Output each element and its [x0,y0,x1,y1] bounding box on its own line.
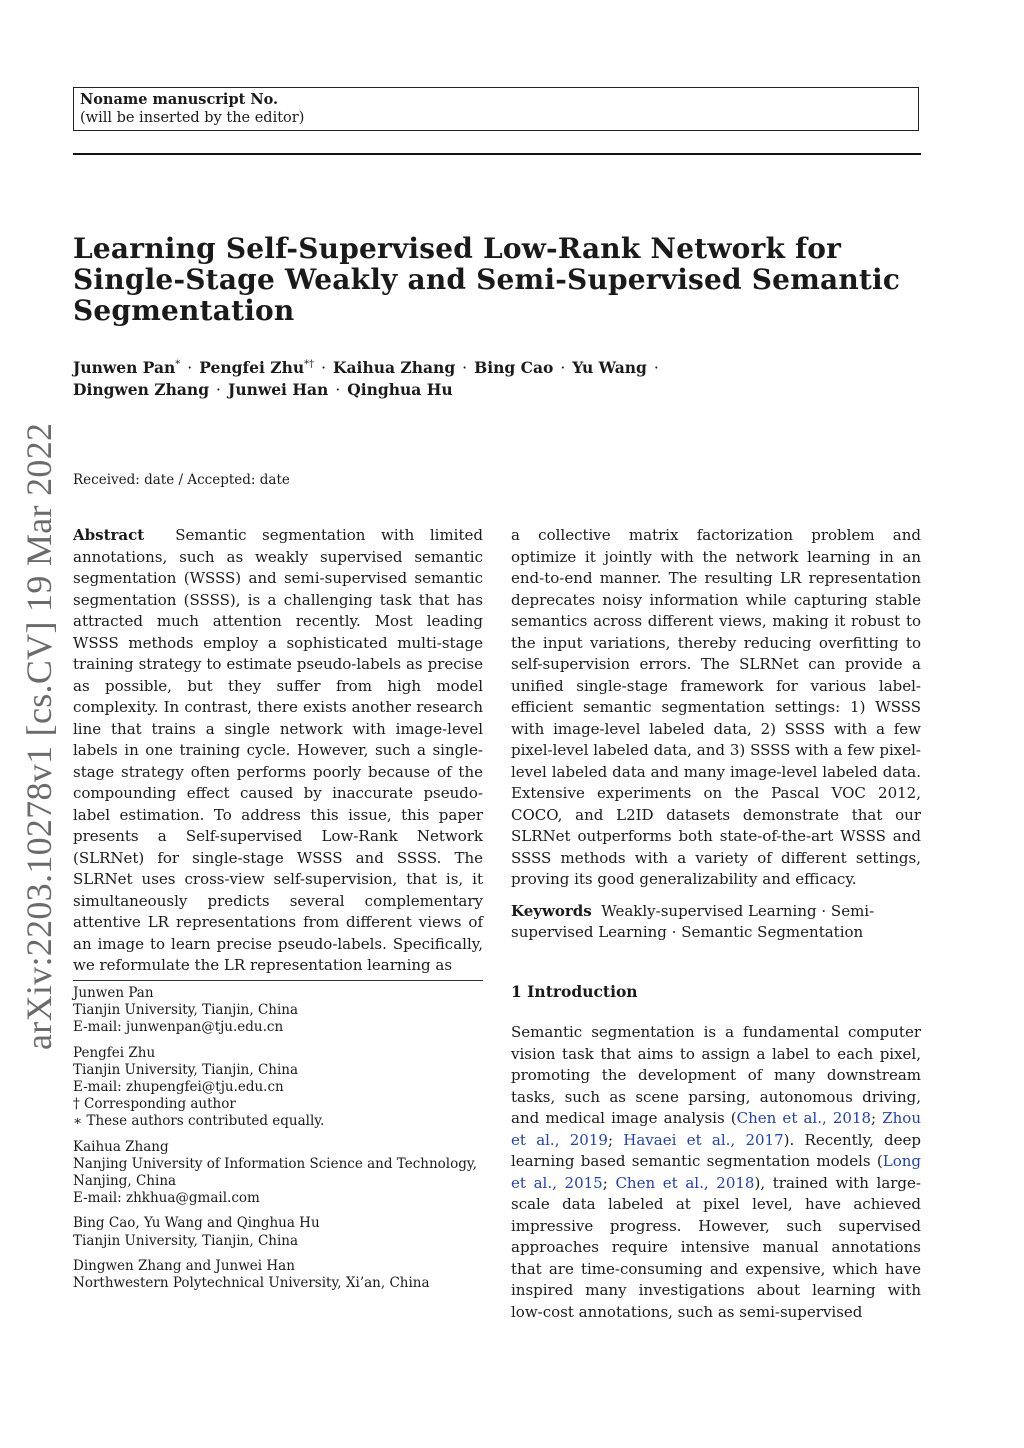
abstract-right-column [511,525,921,944]
author-separator: · [187,359,193,378]
keywords-label: Keywords [511,901,592,920]
footnote-line: E-mail: zhupengfei@tju.edu.cn [73,1079,284,1096]
introduction-text [511,1022,921,1323]
header-rule [73,153,921,155]
received-date: Received: date / Accepted: date [73,472,290,488]
footnote-line: Bing Cao, Yu Wang and Qinghua Hu [73,1215,320,1232]
section-heading-introduction: 1 Introduction [511,982,638,1001]
intro-text: ; [607,1130,624,1149]
citation-link[interactable]: Long et al., 2015 [511,1152,921,1192]
footnote-line: Pengfei Zhu [73,1044,156,1061]
footnote-block [73,1258,488,1292]
author-name: Kaihua Zhang [333,358,456,378]
author-separator: · [653,359,659,378]
arxiv-stamp: arXiv:2203.10278v1 [cs.CV] 19 Mar 2022 [19,422,59,1050]
abstract-text-left: Semantic segmentation with limited annotations, such as weakly supervised semantic segmentation (WSSS) and semi-supervised semantic segmentation (SSSS), is a challenging task that has attracted much attention recently. Most leading WSSS methods employ a sophisticated multi-stage training strategy to estimate pseudo-labels as precise as possible, but they suffer from high model complexity. In contrast, there exists another research line that trains a single network with image-level labels in one training cycle. However, such a single-stage strategy often performs poorly because of the compounding effect caused by inaccurate pseudo-label estimation. To address this issue, this paper presents a Self-supervised Low-Rank Network (SLRNet) for single-stage WSSS and SSSS. The SLRNet uses cross-view self-supervision, that is, it simultaneously predicts several complementary attentive LR representations from different views of an image to learn precise pseudo-labels. Specifically, we reformulate the LR representation learning as [73,526,483,974]
title-line-1: Learning Self-Supervised Low-Rank Network for [73,232,842,265]
author-name: Pengfei Zhu [199,358,305,378]
author-separator: · [335,381,341,400]
footnote-line: E-mail: zhkhua@gmail.com [73,1190,260,1207]
author-name: Dingwen Zhang [73,380,210,400]
keywords-text: Weakly-supervised Learning · Semi-supervised Learning · Semantic Segmentation [511,901,875,941]
author-name: Junwen Pan [73,358,176,378]
footnote-block [73,1045,488,1131]
author-list [73,354,923,401]
manuscript-box [73,87,919,131]
paper-title [73,233,923,326]
footnote-line: Junwen Pan [73,985,154,1001]
author-separator: · [321,359,327,378]
intro-text: ). Recently, deep learning based semantic segmentation models ( [511,1130,921,1170]
title-line-3: Segmentation [73,294,295,327]
manuscript-label: Noname manuscript No. [80,91,279,108]
citation-link[interactable]: Havaei et al., 2017 [623,1130,784,1149]
author-name: Bing Cao [474,358,554,378]
manuscript-note: (will be inserted by the editor) [80,110,305,126]
footnote-block [73,985,488,1037]
abstract-label: Abstract [73,526,145,544]
footnote-block [73,1215,488,1249]
citation-link[interactable]: Chen et al., 2018 [615,1173,755,1192]
author-separator: · [560,359,566,378]
abstract-left-column [73,525,483,977]
footnote-line: Tianjin University, Tianjin, China [73,1232,299,1249]
intro-text: ; [871,1109,883,1127]
author-mark: * [175,359,181,370]
citation-link[interactable]: Zhou et al., 2019 [511,1109,921,1149]
footnote-line: Kaihua Zhang [73,1138,169,1155]
author-separator: · [462,359,468,378]
footnote-line: † Corresponding author [73,1096,236,1113]
intro-text: ; [602,1173,616,1192]
affiliation-footnotes [73,985,488,1300]
footnote-line: Nanjing University of Information Science and Technology, [73,1155,478,1172]
author-mark: *† [304,359,315,370]
footnote-rule [73,980,483,981]
footnote-block [73,1139,488,1208]
title-line-2: Single-Stage Weakly and Semi-Supervised Semantic [73,263,901,296]
author-name: Junwei Han [227,380,329,400]
author-separator: · [216,381,221,400]
footnote-line: Northwestern Polytechnical University, Xi’an, China [73,1275,430,1292]
footnote-line: ∗ These authors contributed equally. [73,1113,325,1130]
citation-link[interactable]: Chen et al., 2018 [736,1109,872,1127]
author-name: Yu Wang [572,358,647,378]
intro-text: Semantic segmentation is a fundamental computer vision task that aims to assign a label to each pixel, promoting the development of many downstream tasks, such as scene parsing, autonomous driving, and medical image analysis ( [511,1023,921,1127]
author-name: Qinghua Hu [347,380,453,400]
footnote-line: Dingwen Zhang and Junwei Han [73,1257,295,1274]
footnote-line: E-mail: junwenpan@tju.edu.cn [73,1019,284,1036]
footnote-line: Tianjin University, Tianjin, China [73,1002,299,1019]
footnote-line: Nanjing, China [73,1173,177,1190]
abstract-text-right: a collective matrix factorization problem and optimize it jointly with the network learning in an end-to-end manner. The resulting LR representation deprecates noisy information while capturing stable semantics across different views, making it robust to the input variations, thereby reducing overfitting to self-supervision errors. The SLRNet can provide a unified single-stage framework for various label-efficient semantic segmentation settings: 1) WSSS with image-level labeled data, 2) SSSS with a few pixel-level labeled data, and 3) SSSS with a few pixel-level labeled data and many image-level labeled data. Extensive experiments on the Pascal VOC 2012, COCO, and L2ID datasets demonstrate that our SLRNet outperforms both state-of-the-art WSSS and SSSS methods with a variety of different settings, proving its good generalizability and efficacy. [511,526,921,888]
intro-text: ), trained with large-scale data labeled at pixel level, have achieved impressive progress. However, such supervised approaches require intensive manual annotations that are time-consuming and expensive, which have inspired many investigations about learning with low-cost annotations, such as semi-supervised [511,1173,921,1321]
footnote-line: Tianjin University, Tianjin, China [73,1061,299,1078]
